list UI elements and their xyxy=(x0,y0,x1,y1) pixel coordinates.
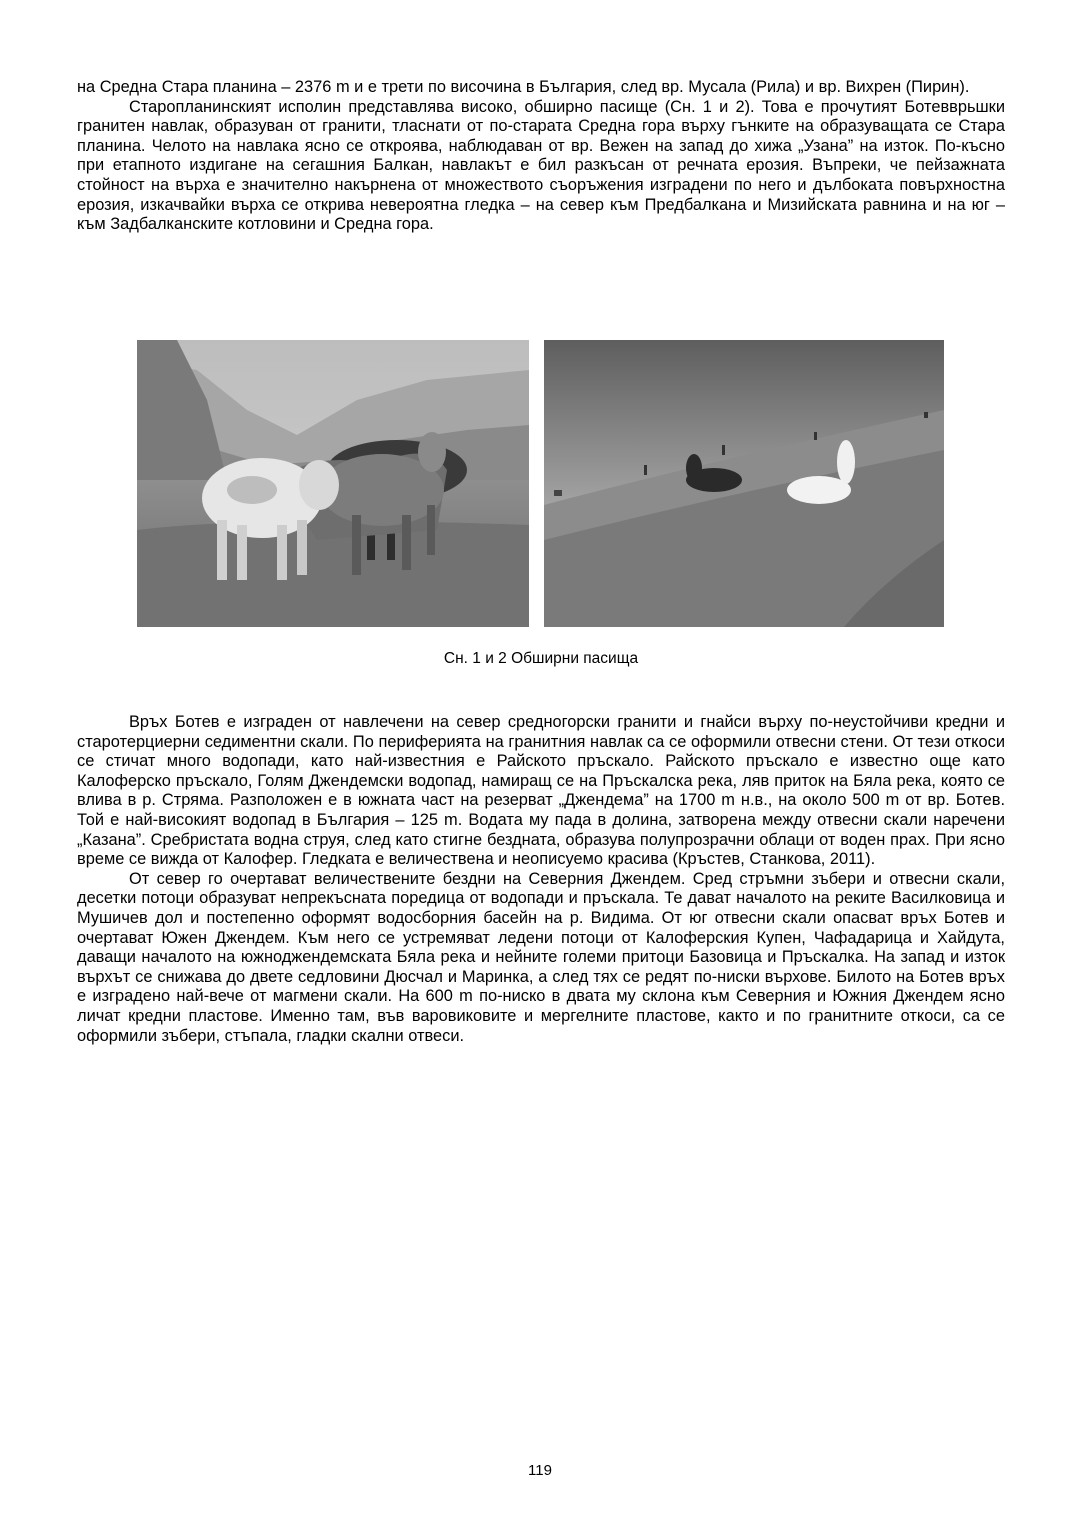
paragraph-dzhendem: От север го очертават величествените бездни на Северния Джендем. Сред стръмни зъбери и отвесни скали, десетки потоци образуват непрекъсната поредица от водопади и пръскала. Те дават началото на реките Василковица и Мушичев дол и постепенно оформят водосборния басейн на р. Видима. От юг отвесни скали опасват връх Ботев и очертават Южен Джендем. Към него се устремяват ледени потоци от Калоферския Купен, Чафадарица и Хайдута, даващи началото на южноджендемската Бяла река и нейните големи притоци Базовица и Пръскалка. На запад и изток върхът се снижава до двете седловини Дюсчал и Маринка, а след тях се редят по-ниски върхове. Билото на Ботев връх е изградено най-вече от магмени скали. На 600 m по-ниско в двата му склона към Северния и Южния Джендем ясно личат кредни пластове. Именно там, във варовиковите и мергелните пластове, както и по гранитните откоси, са се оформили зъбери, стъпала, гладки скални отвеси. xyxy=(77,869,1005,1045)
paragraph-continuation: на Средна Стара планина – 2376 m и е трети по височина в България, след вр. Мусала (Рила) и вр. Вихрен (Пирин). xyxy=(77,78,970,96)
paragraph-botev-geology: Връх Ботев е изграден от навлечени на север средногорски гранити и гнайси върху по-неустойчиви кредни и старотерциерни седиментни скали. По периферията на гранитния навлак са се оформили отвесни стени. От тези откоси се стичат много водопади, като най-известния е Райското пръскало. Райското пръскало е известно още като Калоферско пръскало, Голям Джендемски водопад, намиращ се на Пръскалска река, ляв приток на Бяла река, която се влива в р. Стряма. Разположен е в южната част на резерват „Джендема” на 1700 m н.в., на около 500 m от вр. Ботев. Той е най-високият водопад в България – 125 m. Водата му пада в долина, затворена между отвесни скали наречени „Казана”. Сребристата водна струя, след като стигне бездната, образува полупрозрачни облаци от воден прах. При ясно време се вижда от Калофер. Гледката е величествена и неописуемо красива (Кръстев, Станкова, 2011). xyxy=(77,713,1005,869)
text-block-top xyxy=(77,78,1005,235)
photo-cows xyxy=(137,340,529,627)
page-number: 119 xyxy=(528,1462,552,1479)
paragraph-pasture: Старопланинският исполин представлява високо, обширно пасище (Сн. 1 и 2). Това е прочутият Ботевврьшки гранитен навлак, образуван от гранити, тласнати от по-старата Средна гора върху гънките на образуващата се Стара планина. Челото на навлака ясно се откроява, наблюдаван от вр. Вежен на запад до хижа „Узана” на изток. По-късно при етапното издигане на сегашния Балкан, навлакът е бил разкъсан от речната ерозия. Въпреки, че пейзажната стойност на върха е значително накърнена от множеството съоръжения изградени по него и дълбоката повърхностна ерозия, изкачвайки върха се открива невероятна гледка – на север към Предбалкана и Мизийската равнина и на юг – към Задбалканските котловини и Средна гора. xyxy=(77,97,1005,234)
figure-caption: Сн. 1 и 2 Обширни пасища xyxy=(443,650,639,667)
text-block-bottom xyxy=(77,713,1005,1046)
photo-horses xyxy=(544,340,944,627)
